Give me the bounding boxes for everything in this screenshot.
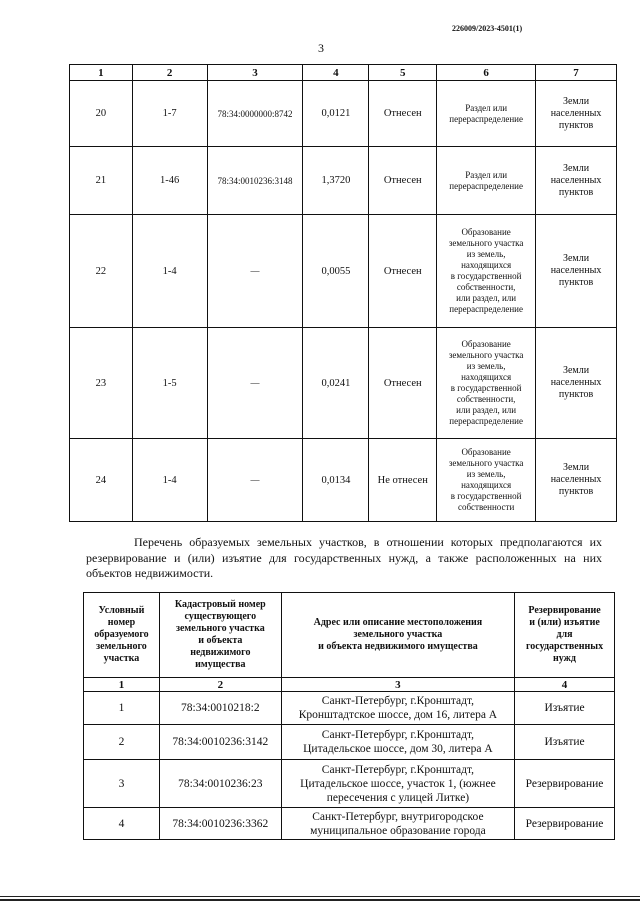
column-index: 4 [515, 678, 615, 692]
status: Отнесен [369, 147, 437, 215]
cadastral-number: 78:34:0010236:3148 [207, 147, 303, 215]
column-index: 2 [132, 65, 207, 81]
address [281, 760, 514, 808]
text-line: или раздел, или [456, 405, 517, 415]
header-cadastral-number [159, 593, 281, 678]
text-line: существующего [184, 611, 257, 622]
text-line: населенных [550, 107, 602, 119]
text-line: Земли [562, 162, 590, 174]
text-line: находящихся [461, 372, 512, 382]
table-row [70, 215, 617, 328]
text-line: земельного участка [448, 350, 524, 360]
text-line: и объекта [198, 635, 243, 646]
text-line: недвижимого [190, 647, 251, 658]
row-number: 4 [84, 808, 160, 840]
action: Изъятие [515, 725, 615, 760]
header-reservation [515, 593, 615, 678]
text-line: и объекта недвижимого имущества [318, 641, 478, 652]
text-line: Санкт-Петербург, г.Кронштадт, [321, 763, 475, 776]
land-category [536, 81, 617, 147]
column-index: 3 [281, 678, 514, 692]
cadastral-number: 78:34:0010236:3142 [159, 725, 281, 760]
text-line: Цитадельское шоссе, дом 30, литера А [303, 743, 493, 755]
text-line: Образование [461, 447, 511, 457]
text-line: населенных [550, 174, 602, 186]
action: Резервирование [515, 808, 615, 840]
text-line: Адрес или описание местоположения [313, 617, 483, 628]
text-line: номер [107, 617, 136, 628]
row-number: 1 [84, 692, 160, 725]
status: Отнесен [369, 215, 437, 328]
row-number: 21 [70, 147, 133, 215]
column-index-row [84, 678, 615, 692]
land-category [536, 439, 617, 522]
column-index: 6 [437, 65, 536, 81]
formation-method [437, 215, 536, 328]
text-line: муниципальное образование города [310, 824, 486, 837]
zone-code: 1-7 [132, 81, 207, 147]
row-number: 2 [84, 725, 160, 760]
address [281, 808, 514, 840]
table-row [84, 760, 615, 808]
text-line: имущества [195, 659, 246, 670]
text-line: Образование [461, 339, 511, 349]
cadastral-number: — [207, 328, 303, 439]
document-number: 226009/2023-4501(1) [452, 24, 523, 33]
action: Изъятие [515, 692, 615, 725]
text-line: населенных [550, 474, 602, 485]
action: Резервирование [515, 760, 615, 808]
text-line: для [556, 629, 573, 640]
text-line: из земель, [466, 361, 506, 371]
text-line: находящихся [461, 260, 512, 270]
status: Отнесен [369, 328, 437, 439]
text-line: Кронштадтское шоссе, дом 16, литера А [298, 709, 498, 721]
column-index: 2 [159, 678, 281, 692]
plot-area: 0,0121 [303, 81, 369, 147]
text-line: из земель, [466, 469, 506, 479]
text-line: Санкт-Петербург, г.Кронштадт, [321, 695, 475, 707]
reservation-table [83, 592, 615, 840]
text-line: собственности [457, 502, 515, 512]
text-line: Земли [562, 365, 590, 376]
text-line: нужд [553, 653, 576, 664]
text-line: перераспределение [449, 416, 523, 426]
land-category [536, 215, 617, 328]
row-number: 3 [84, 760, 160, 808]
column-index: 4 [303, 65, 369, 81]
text-line: пунктов [558, 389, 594, 400]
column-index: 7 [536, 65, 617, 81]
column-index: 3 [207, 65, 303, 81]
text-line: земельного участка [448, 238, 524, 248]
text-line: образуемого [94, 629, 149, 640]
text-line: из земель, [466, 249, 506, 259]
text-line: пунктов [558, 277, 594, 288]
column-index: 1 [84, 678, 160, 692]
text-line: Образование [461, 227, 511, 237]
text-line: собственности, [456, 282, 516, 292]
cadastral-number: — [207, 439, 303, 522]
text-line: или раздел, или [456, 293, 517, 303]
column-index: 1 [70, 65, 133, 81]
page-number: 3 [318, 41, 324, 55]
text-line: земельного участка [448, 458, 524, 468]
column-index-row [70, 65, 617, 81]
text-line: Санкт-Петербург, внутригородское [312, 810, 484, 823]
plot-area: 0,0241 [303, 328, 369, 439]
cadastral-number: 78:34:0010236:23 [159, 760, 281, 808]
cadastral-number: 78:34:0010236:3362 [159, 808, 281, 840]
text-line: Раздел или [465, 169, 508, 180]
table-row [84, 725, 615, 760]
text-line: в государственной [450, 271, 522, 281]
bottom-rule [0, 899, 640, 901]
cadastral-number: — [207, 215, 303, 328]
row-number: 23 [70, 328, 133, 439]
row-number: 24 [70, 439, 133, 522]
table-row [70, 147, 617, 215]
row-number: 20 [70, 81, 133, 147]
text-line: перераспределение [449, 180, 523, 191]
formation-method [437, 147, 536, 215]
formation-method [437, 328, 536, 439]
text-line: Земли [562, 95, 590, 107]
table-row [84, 808, 615, 840]
header-address [281, 593, 514, 678]
row-number: 22 [70, 215, 133, 328]
status: Не отнесен [369, 439, 437, 522]
cadastral-number: 78:34:0000000:8742 [207, 81, 303, 147]
header-row [84, 593, 615, 678]
table-row [70, 81, 617, 147]
zone-code: 1-46 [132, 147, 207, 215]
cadastral-number: 78:34:0010218:2 [159, 692, 281, 725]
text-line: пунктов [558, 119, 594, 131]
table-row [70, 328, 617, 439]
text-line: Санкт-Петербург, г.Кронштадт, [321, 729, 475, 741]
plot-area: 1,3720 [303, 147, 369, 215]
status: Отнесен [369, 81, 437, 147]
table-row [70, 439, 617, 522]
text-line: населенных [550, 265, 602, 276]
column-index: 5 [369, 65, 437, 81]
text-line: перераспределение [449, 113, 523, 124]
text-line: пересечения с улицей Литке) [326, 791, 470, 804]
text-line: Цитадельское шоссе, участок 1, (южнее [300, 777, 496, 790]
section-paragraph: Перечень образуемых земельных участков, в отношении которых предполагаются их резервирование и (или) изъятие для государственных нужд, а также расположенных на них объектов недвижимости. [86, 535, 602, 580]
text-line: и (или) изъятие [529, 617, 600, 628]
text-line: пунктов [558, 186, 594, 198]
address [281, 692, 514, 725]
text-line: собственности, [456, 394, 516, 404]
land-plots-table [69, 64, 617, 522]
text-line: земельного [96, 641, 147, 652]
plot-area: 0,0055 [303, 215, 369, 328]
zone-code: 1-4 [132, 215, 207, 328]
land-category [536, 328, 617, 439]
text-line: в государственной [450, 383, 522, 393]
text-line: государственных [525, 641, 604, 652]
text-line: населенных [550, 377, 602, 388]
text-line: перераспределение [449, 304, 523, 314]
text-line: земельного участка [175, 623, 265, 634]
text-line: находящихся [461, 480, 512, 490]
bottom-rule [0, 896, 640, 897]
land-category [536, 147, 617, 215]
text-line: Кадастровый номер [174, 599, 266, 610]
plot-area: 0,0134 [303, 439, 369, 522]
text-line: пунктов [558, 486, 594, 497]
zone-code: 1-4 [132, 439, 207, 522]
text-line: Земли [562, 253, 590, 264]
zone-code: 1-5 [132, 328, 207, 439]
text-line: Раздел или [465, 102, 508, 113]
table-row [84, 692, 615, 725]
header-conditional-number [84, 593, 160, 678]
text-line: Резервирование [528, 605, 601, 616]
text-line: в государственной [450, 491, 522, 501]
text-line: Земли [562, 462, 590, 473]
address [281, 725, 514, 760]
text-line: участка [103, 653, 140, 664]
text-line: земельного участка [353, 629, 443, 640]
text-line: Условный [98, 605, 145, 616]
formation-method [437, 81, 536, 147]
formation-method [437, 439, 536, 522]
